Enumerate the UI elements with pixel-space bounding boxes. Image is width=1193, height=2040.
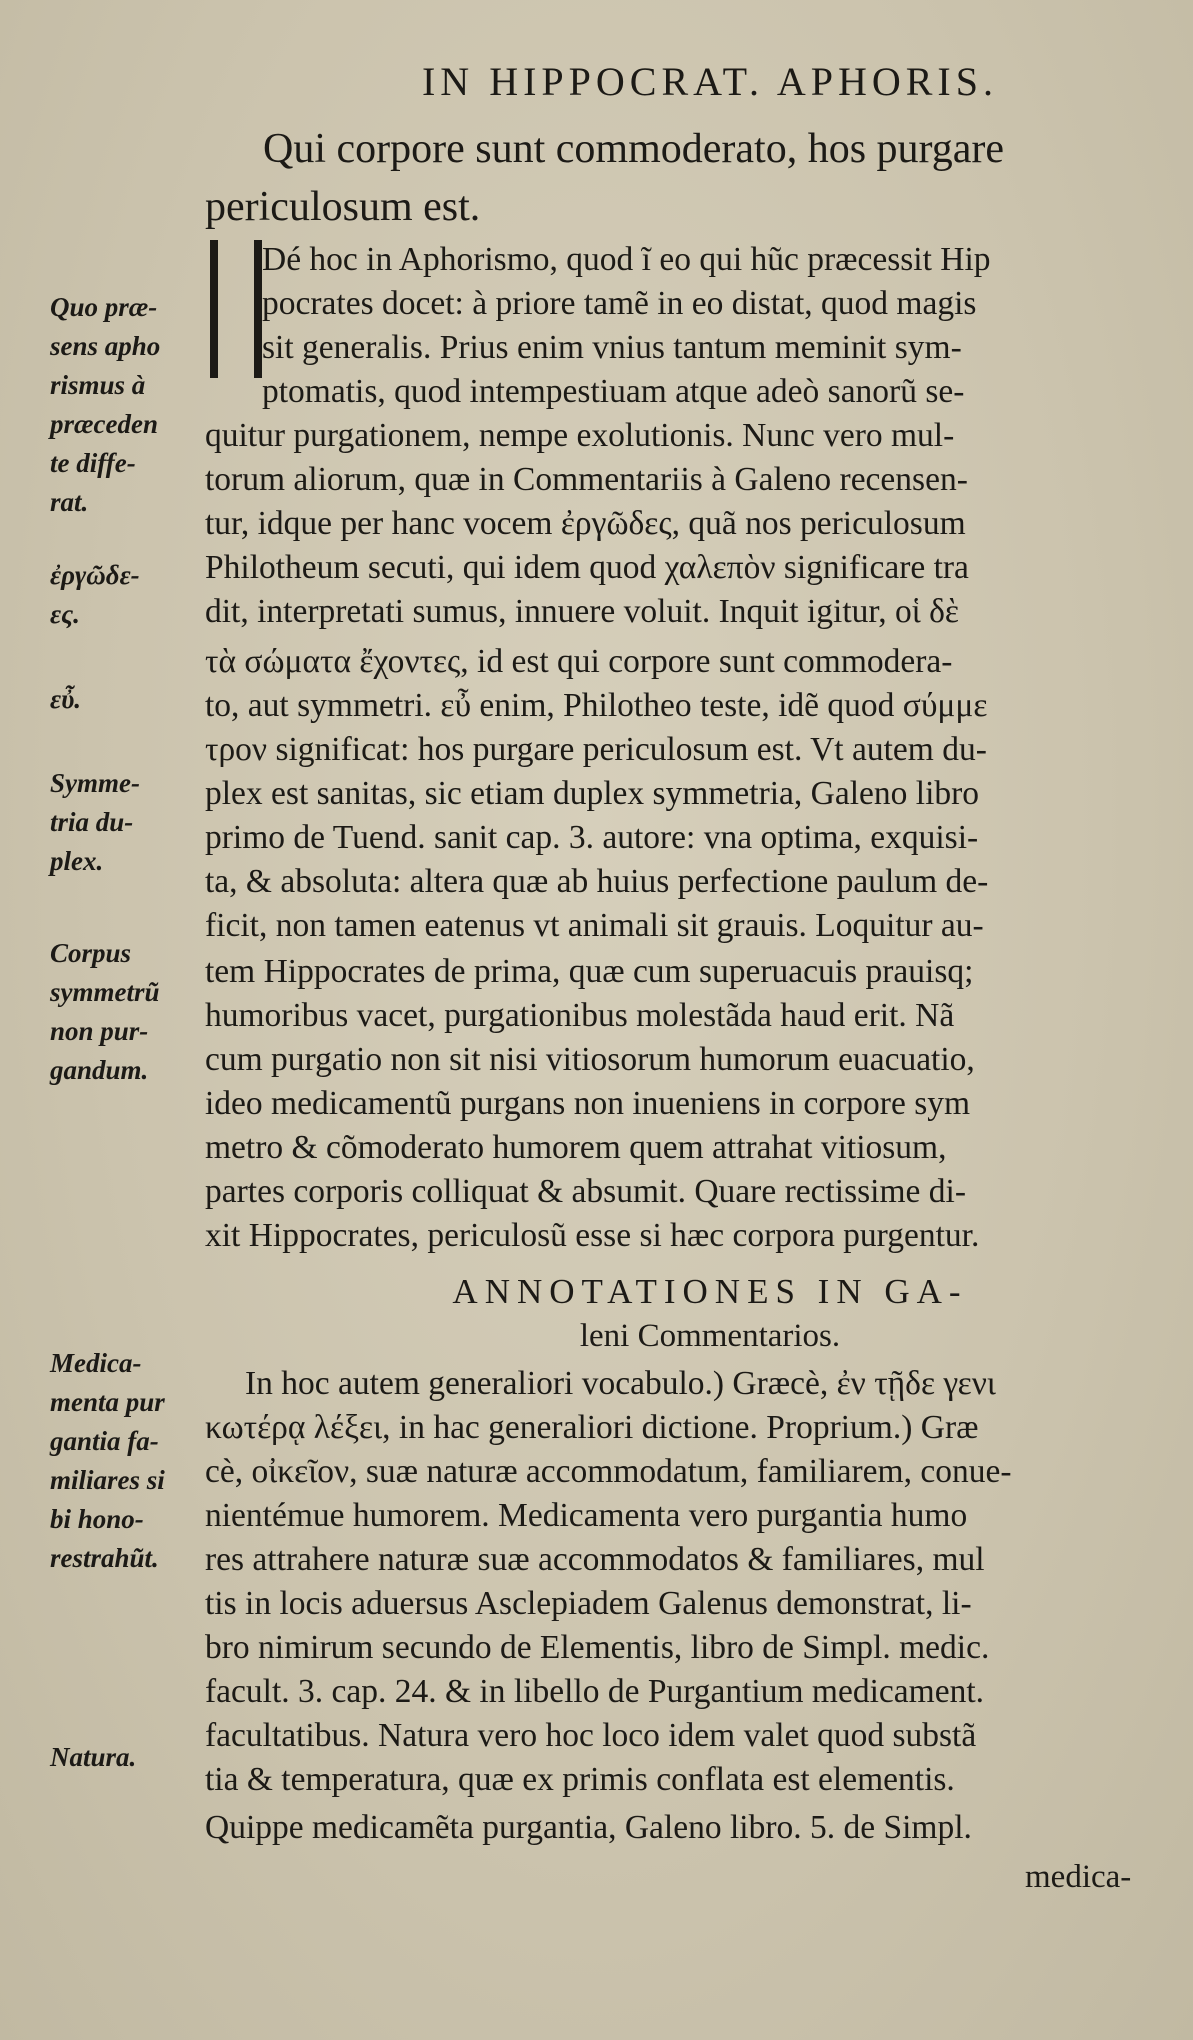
aphorism-line: Qui corpore sunt commoderato, hos purgare	[263, 126, 1005, 172]
commentary-line: pocrates docet: à priore tamẽ in eo distat, quod magis	[262, 285, 977, 322]
aphorism-text	[205, 120, 1155, 236]
annotation-line: bro nimirum secundo de Elementis, libro de Simpl. medic.	[205, 1629, 990, 1666]
aphorism-line: periculosum est.	[205, 184, 481, 230]
commentary-line: partes corporis colliquat & absumit. Quare rectissime di-	[205, 1173, 966, 1210]
annotation-line: In hoc autem generaliori vocabulo.) Græcè, ἐν τῇδε γενι	[245, 1365, 996, 1402]
marginal-note: Corpus symmetrũ non pur- gandum.	[50, 938, 160, 1085]
commentary-line: Dé hoc in Aphorismo, quod ĩ eo qui hũc præcessit Hip	[262, 241, 991, 278]
commentary-line: humoribus vacet, purgationibus molestãda haud erit. Nã	[205, 997, 955, 1034]
annotation-line: tis in locis aduersus Asclepiadem Galenus demonstrat, li-	[205, 1585, 972, 1622]
marginal-note: Natura.	[50, 1742, 137, 1772]
commentary-line: Philotheum secuti, qui idem quod χαλεπὸν significare tra	[205, 549, 969, 586]
annotations-heading-subtitle: leni Commentarios.	[579, 1318, 841, 1354]
annotation-line: facultatibus. Natura vero hoc loco idem valet quod substã	[205, 1717, 977, 1754]
annotation-line: nientémue humorem. Medicamenta vero purgantia humo	[205, 1497, 968, 1534]
drop-capital	[210, 240, 262, 378]
commentary-line: cum purgatio non sit nisi vitiosorum humorum euacuatio,	[205, 1041, 975, 1078]
commentary-line: ptomatis, quod intempestiuam atque adeò sanorũ se-	[262, 373, 965, 410]
commentary-line: ta, & absoluta: altera quæ ab huius perfectione paulum de-	[205, 863, 989, 900]
annotation-line: tia & temperatura, quæ ex primis conflata est elementis.	[205, 1761, 955, 1798]
running-head: IN HIPPOCRAT. APHORIS.	[421, 59, 998, 104]
commentary-line: metro & cõmoderato humorem quem attrahat vitiosum,	[205, 1129, 947, 1166]
annotation-line: facult. 3. cap. 24. & in libello de Purgantium medicament.	[205, 1673, 985, 1710]
commentary-line: ideo medicamentũ purgans non inueniens in corpore sym	[205, 1085, 971, 1122]
commentary-line: torum aliorum, quæ in Commentariis à Galeno recensen-	[205, 461, 968, 498]
annotations-heading: ANNOTATIONES IN GA-	[452, 1272, 968, 1311]
annotation-line: cè, οἰκεῖον, suæ naturæ accommodatum, familiarem, conue-	[205, 1453, 1012, 1490]
commentary-line: sit generalis. Prius enim vnius tantum meminit sym-	[262, 329, 962, 366]
commentary-line: to, aut symmetri. εὖ enim, Philotheo teste, idẽ quod σύμμε	[205, 687, 988, 724]
annotation-line: res attrahere naturæ suæ accommodatos & familiares, mul	[205, 1541, 985, 1578]
marginal-note: Medica- menta pur gantia fa- miliares si bi hono- restrahũt.	[50, 1348, 165, 1573]
commentary-line: primo de Tuend. sanit cap. 3. autore: vna optima, exquisi-	[205, 819, 979, 856]
catchword: medica-	[1025, 1859, 1132, 1895]
commentary-line: tem Hippocrates de prima, quæ cum superuacuis prauisq;	[205, 953, 974, 990]
annotation-line: Quippe medicamẽta purgantia, Galeno libro. 5. de Simpl.	[205, 1809, 972, 1846]
commentary-line: τὰ σώματα ἔχοντες, id est qui corpore sunt commodera-	[205, 643, 953, 680]
commentary-line: quitur purgationem, nempe exolutionis. Nunc vero mul-	[205, 417, 955, 454]
commentary-line: ficit, non tamen eatenus vt animali sit grauis. Loquitur au-	[205, 907, 984, 944]
marginal-note: εὖ.	[50, 684, 82, 714]
commentary-line: τρον significat: hos purgare periculosum est. Vt autem du-	[205, 731, 987, 768]
commentary-line: plex est sanitas, sic etiam duplex symmetria, Galeno libro	[205, 775, 980, 812]
commentary-line: dit, interpretati sumus, innuere voluit. Inquit igitur, οἱ δὲ	[205, 593, 959, 630]
commentary-line: tur, idque per hanc vocem ἐργῶδες, quã nos periculosum	[205, 505, 966, 542]
marginal-note: ἐργῶδε- ες.	[50, 560, 140, 629]
marginal-note: Symme- tria du- plex.	[50, 768, 140, 876]
marginal-note: Quo præ- sens apho rismus à præceden te diffe- rat.	[50, 292, 161, 517]
commentary-line: xit Hippocrates, periculosũ esse si hæc corpora purgentur.	[205, 1217, 980, 1254]
annotation-line: κωτέρᾳ λέξει, in hac generaliori dictione. Proprium.) Græ	[205, 1409, 979, 1446]
